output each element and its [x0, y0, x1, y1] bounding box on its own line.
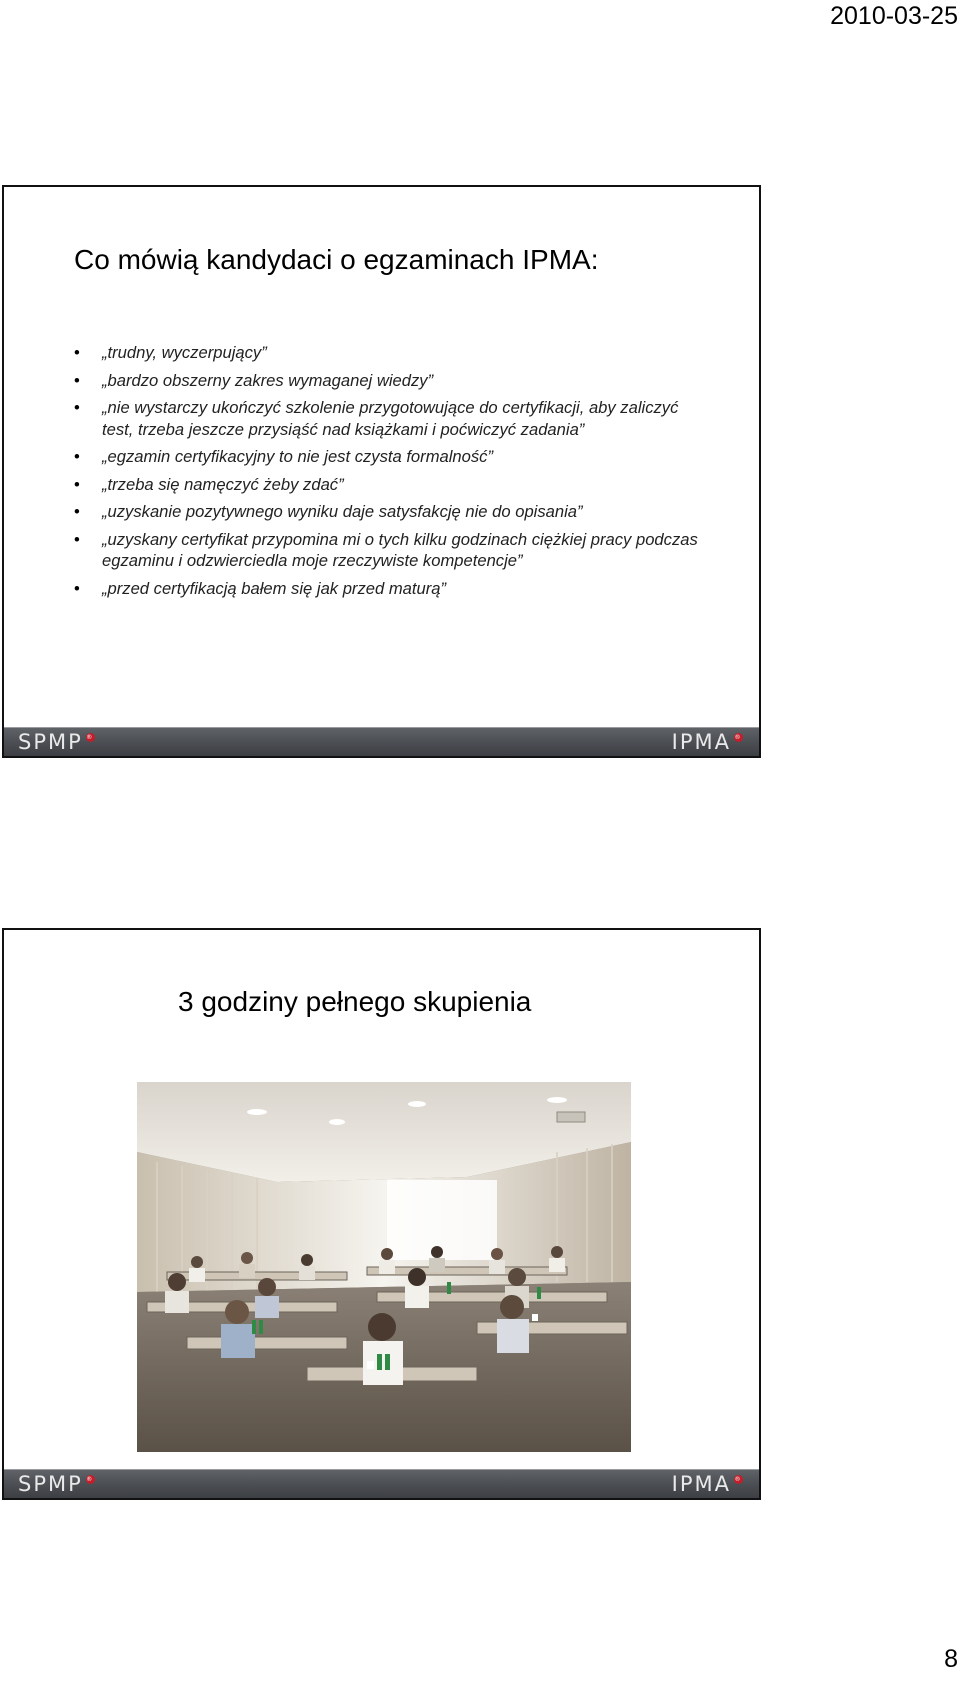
spmp-logo — [18, 730, 95, 754]
ipma-logo — [671, 1472, 743, 1496]
registered-mark-icon: ® — [86, 734, 95, 741]
slide-footer-bar — [4, 727, 759, 756]
registered-mark-icon: ® — [86, 1476, 95, 1483]
ipma-logo — [671, 730, 743, 754]
registered-mark-icon: ® — [734, 1476, 743, 1483]
spmp-logo — [18, 1472, 95, 1496]
ipma-logo-text: IPMA — [671, 1472, 731, 1496]
registered-mark-icon: ® — [734, 734, 743, 741]
exam-room-photo — [137, 1082, 631, 1452]
list-item: • „uzyskanie pozytywnego wyniku daje satysfakcję nie do opisania” — [74, 501, 714, 523]
list-item: • „trudny, wyczerpujący” — [74, 342, 714, 364]
list-item: • „nie wystarczy ukończyć szkolenie przygotowujące do certyfikacji, aby zaliczyć test, trzeba jeszcze przysiąść nad książkami i poćwiczyć zadania” — [74, 397, 714, 440]
slide-title: 3 godziny pełnego skupienia — [178, 986, 532, 1017]
quote-list — [74, 342, 714, 605]
list-item: • „egzamin certyfikacyjny to nie jest czysta formalność” — [74, 446, 714, 468]
ipma-logo-text: IPMA — [671, 730, 731, 754]
slide-1 — [2, 185, 761, 758]
slide-2 — [2, 928, 761, 1500]
page-number: 8 — [944, 1645, 958, 1673]
slide-title: Co mówią kandydaci o egzaminach IPMA: — [74, 244, 599, 275]
spmp-logo-text: SPMP — [18, 1472, 83, 1496]
spmp-logo-text: SPMP — [18, 730, 83, 754]
document-date: 2010-03-25 — [830, 2, 958, 30]
exam-room-illustration — [137, 1082, 631, 1452]
slide-footer-bar — [4, 1469, 759, 1498]
list-item: • „bardzo obszerny zakres wymaganej wiedzy” — [74, 370, 714, 392]
list-item: • „trzeba się namęczyć żeby zdać” — [74, 474, 714, 496]
list-item: • „przed certyfikacją bałem się jak przed maturą” — [74, 578, 714, 600]
list-item: • „uzyskany certyfikat przypomina mi o tych kilku godzinach ciężkiej pracy podczas egzaminu i odzwierciedla moje rzeczywiste kompetencje” — [74, 529, 714, 572]
